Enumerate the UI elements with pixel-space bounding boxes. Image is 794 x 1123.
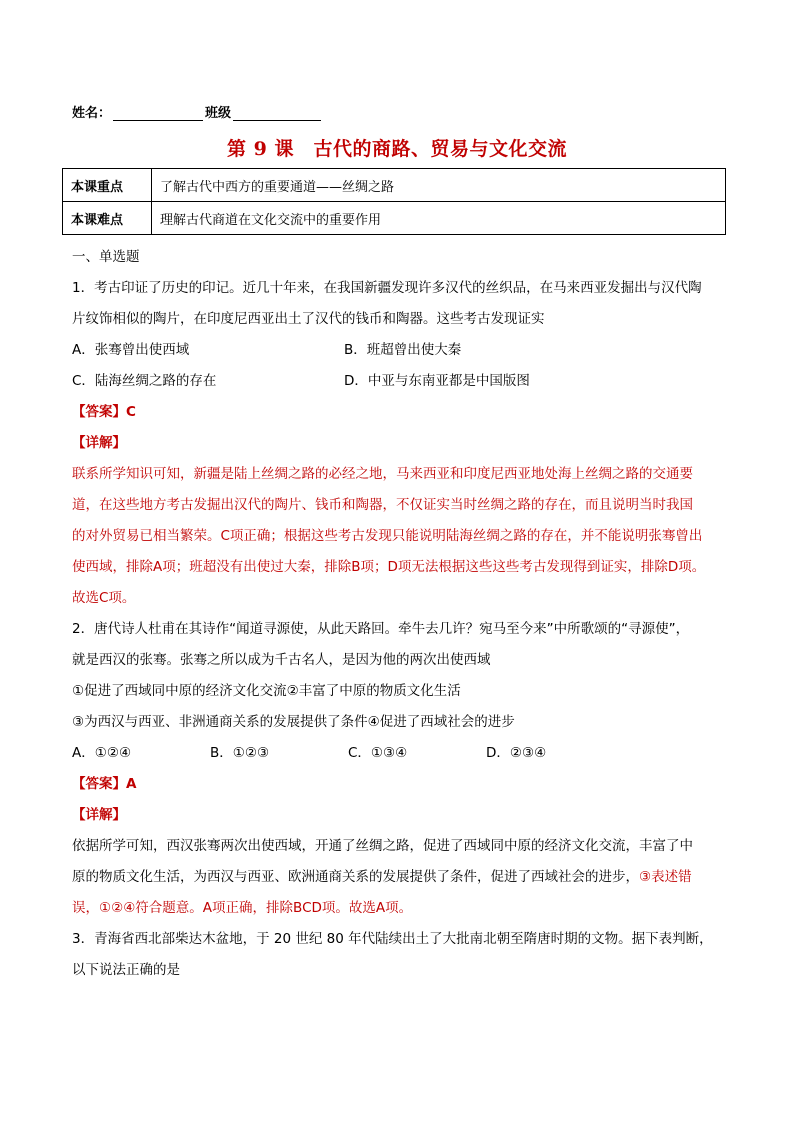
q2-options-row: [72, 738, 728, 769]
q1-explanation-line: 道，在这些地方考古发掘出汉代的陶片、钱币和陶器，不仅证实当时丝绸之路的存在，而且说明当时我国: [72, 497, 693, 513]
q1-options-row: [72, 335, 728, 366]
class-label: 班级: [205, 106, 232, 121]
question-content: [72, 242, 728, 986]
q1-explanation-line: 故选C项。: [72, 590, 136, 606]
q1-option-d[interactable]: D．中亚与东南亚都是中国版图: [344, 373, 530, 389]
q2-option-c[interactable]: C．①③④: [348, 745, 408, 761]
q2-explanation-line: [72, 862, 728, 893]
q2-option-a[interactable]: A．①②④: [72, 745, 132, 761]
q1-answer: 【答案】C: [72, 404, 136, 420]
difficulty-value: 理解古代商道在文化交流中的重要作用: [152, 202, 726, 235]
q2-item-line: ③为西汉与西亚、非洲通商关系的发展提供了条件④促进了西域社会的进步: [72, 714, 515, 730]
difficulty-key: 本课难点: [63, 202, 152, 235]
q2-stem-line: 就是西汉的张骞。张骞之所以成为千古名人，是因为他的两次出使西域: [72, 652, 491, 668]
q1-stem-line: 片纹饰相似的陶片，在印度尼西亚出土了汉代的钱币和陶器。这些考古发现证实: [72, 311, 545, 327]
focus-key: 本课重点: [63, 169, 152, 202]
q2-stem-line: 2．唐代诗人杜甫在其诗作“闻道寻源使，从此天路回。牵牛去几许？宛马至今来”中所歌颂的“寻源使”，: [72, 621, 690, 637]
q1-explanation-line: 联系所学知识可知，新疆是陆上丝绸之路的必经之地，马来西亚和印度尼西亚地处海上丝绸之路的交通要: [72, 466, 693, 482]
q1-option-c[interactable]: C．陆海丝绸之路的存在: [72, 373, 217, 389]
class-blank[interactable]: [233, 106, 321, 121]
name-class-line: [72, 102, 323, 121]
table-row: [63, 169, 726, 202]
q1-explanation-line: 使西域，排除A项；班超没有出使过大秦，排除B项；D项无法根据这些这些考古发现得到证实，排除D项。: [72, 559, 706, 575]
q1-option-a[interactable]: A．张骞曾出使西域: [72, 342, 190, 358]
focus-value: 了解古代中西方的重要通道——丝绸之路: [152, 169, 726, 202]
q2-option-b[interactable]: B．①②③: [210, 745, 270, 761]
q2-explanation-line: 依据所学可知，西汉张骞两次出使西域，开通了丝绸之路，促进了西域同中原的经济文化交流，丰富了中: [72, 838, 693, 854]
q2-detail-label: 【详解】: [72, 807, 126, 823]
q2-explanation-highlight: ①②④符合题意。A项正确，排除BCD项。故选A项。: [99, 900, 413, 916]
q1-option-b[interactable]: B．班超曾出使大秦: [344, 342, 462, 358]
q1-options-row: [72, 366, 728, 397]
name-blank[interactable]: [113, 106, 203, 121]
q3-stem-line: 以下说法正确的是: [72, 962, 180, 978]
table-row: [63, 202, 726, 235]
q2-answer: 【答案】A: [72, 776, 137, 792]
q1-stem-line: 1．考古印证了历史的印记。近几十年来，在我国新疆发现许多汉代的丝织品，在马来西亚发掘出与汉代陶: [72, 280, 702, 296]
q2-explanation-text: 原的物质文化生活，为西汉与西亚、欧洲通商关系的发展提供了条件，促进了西域社会的进步，: [72, 869, 639, 885]
lesson-title: 第 9 课 古代的商路、贸易与文化交流: [227, 138, 567, 160]
q2-explanation-highlight: ③表述错: [639, 869, 692, 885]
q1-explanation-line: 的对外贸易已相当繁荣。C项正确；根据这些考古发现只能说明陆海丝绸之路的存在，并不能说明张骞曾出: [72, 528, 703, 544]
section-heading: 一、单选题: [72, 249, 140, 265]
q2-explanation-highlight: 误，: [72, 900, 99, 916]
q2-option-d[interactable]: D．②③④: [486, 745, 547, 761]
q3-stem-line: 3．青海省西北部柴达木盆地，于 20 世纪 80 年代陆续出土了大批南北朝至隋唐时期的文物。据下表判断，: [72, 931, 713, 947]
name-label: 姓名：: [72, 106, 112, 121]
q2-item-line: ①促进了西域同中原的经济文化交流②丰富了中原的物质文化生活: [72, 683, 461, 699]
q1-detail-label: 【详解】: [72, 435, 126, 451]
lesson-focus-table: [62, 168, 726, 235]
q2-explanation-line: [72, 893, 728, 924]
